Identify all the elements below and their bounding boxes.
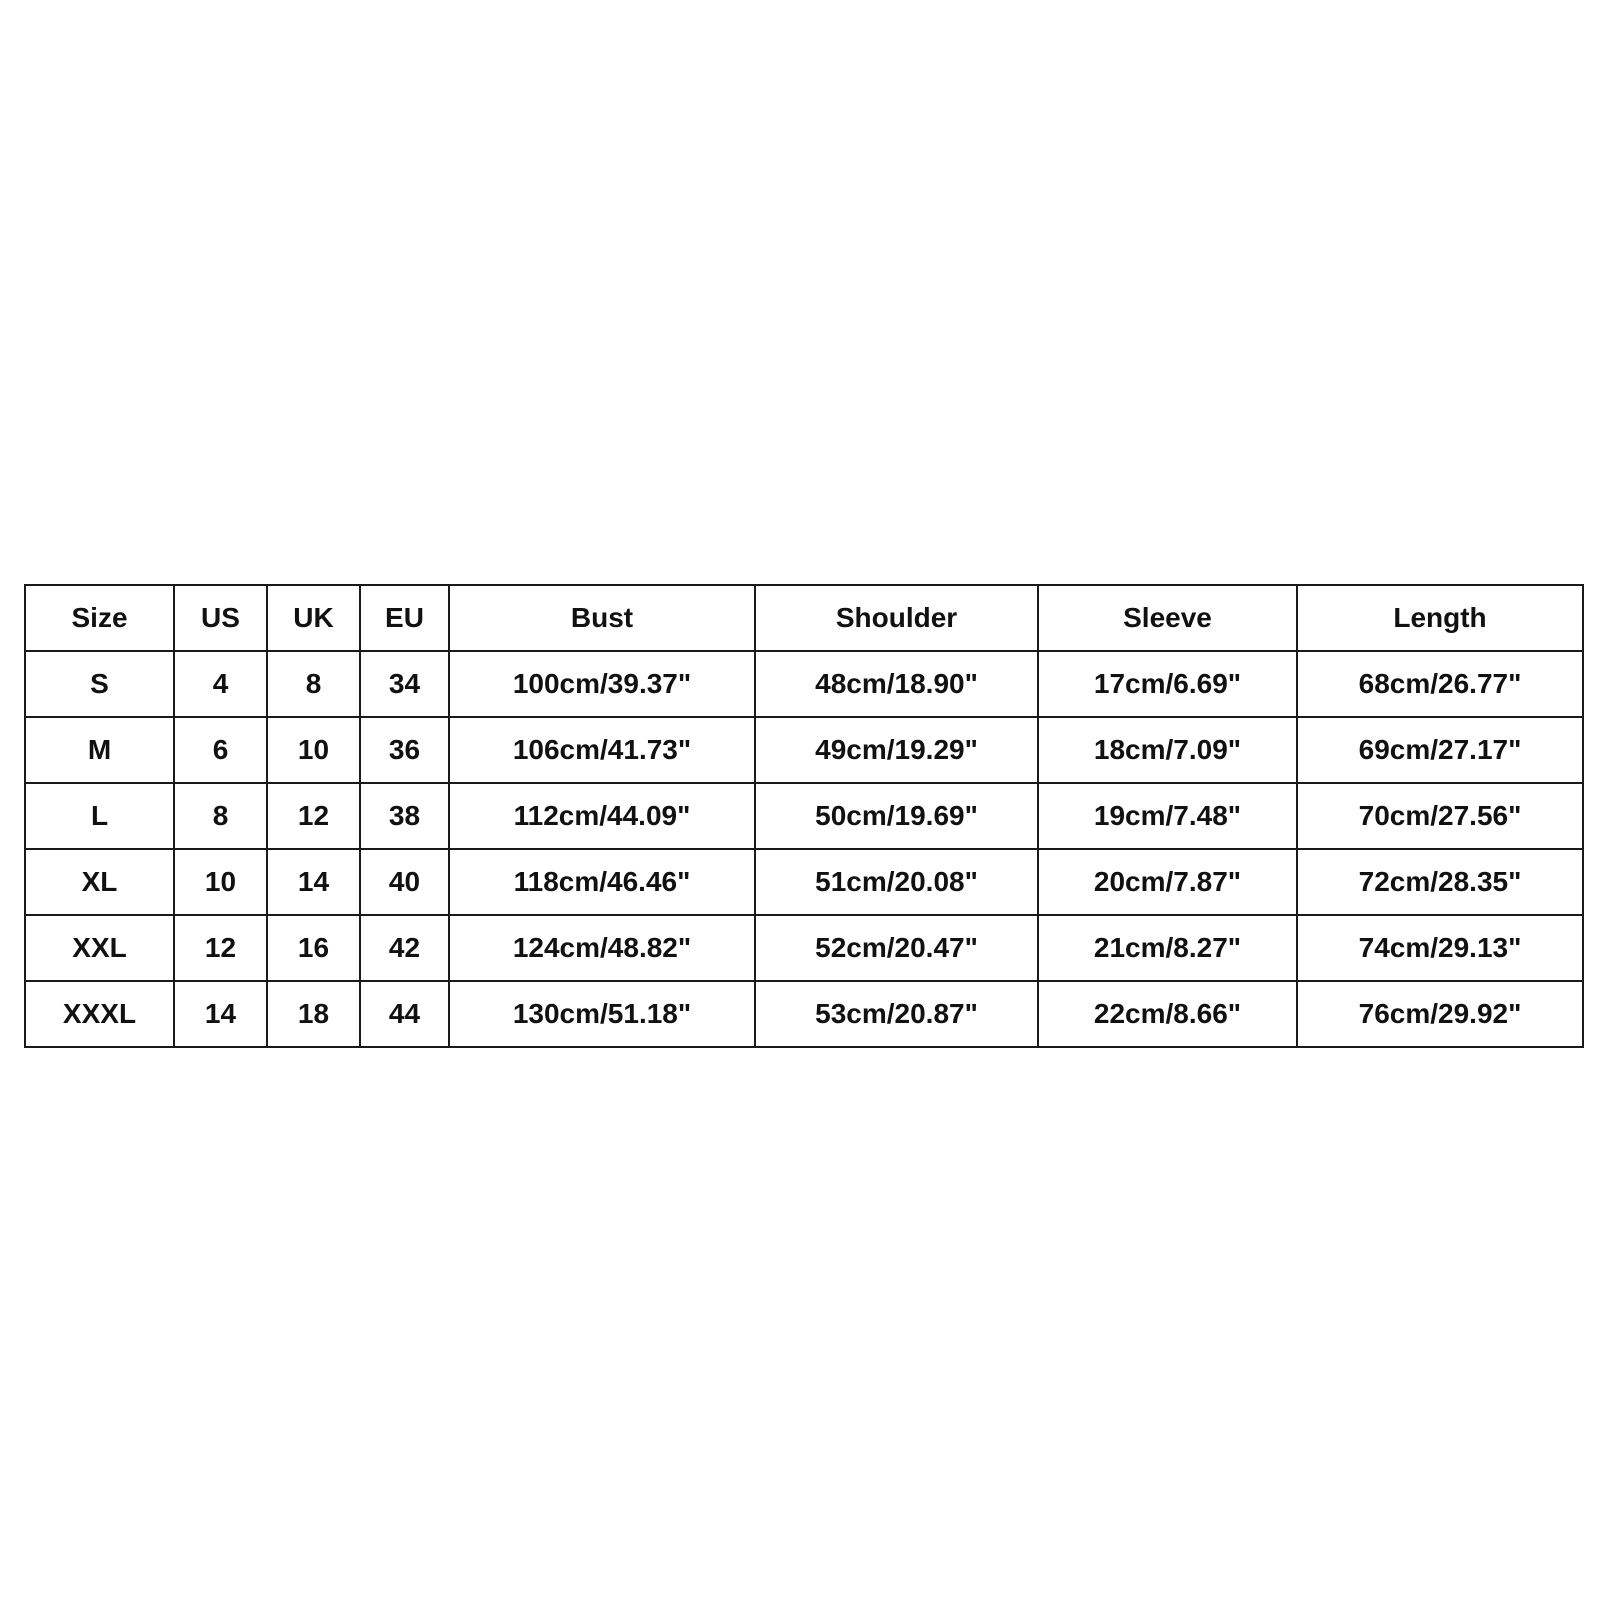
cell-bust: 112cm/44.09" — [449, 783, 755, 849]
cell-size: M — [25, 717, 174, 783]
cell-uk: 14 — [267, 849, 360, 915]
cell-size: XXL — [25, 915, 174, 981]
cell-length: 68cm/26.77" — [1297, 651, 1583, 717]
cell-uk: 16 — [267, 915, 360, 981]
cell-us: 6 — [174, 717, 267, 783]
cell-eu: 38 — [360, 783, 449, 849]
cell-sleeve: 18cm/7.09" — [1038, 717, 1297, 783]
cell-us: 4 — [174, 651, 267, 717]
cell-uk: 8 — [267, 651, 360, 717]
cell-sleeve: 21cm/8.27" — [1038, 915, 1297, 981]
header-row — [25, 585, 1583, 651]
cell-size: S — [25, 651, 174, 717]
cell-length: 70cm/27.56" — [1297, 783, 1583, 849]
table-row — [25, 717, 1583, 783]
cell-length: 74cm/29.13" — [1297, 915, 1583, 981]
cell-bust: 124cm/48.82" — [449, 915, 755, 981]
cell-us: 14 — [174, 981, 267, 1047]
cell-size: XXXL — [25, 981, 174, 1047]
cell-eu: 42 — [360, 915, 449, 981]
cell-bust: 106cm/41.73" — [449, 717, 755, 783]
cell-sleeve: 20cm/7.87" — [1038, 849, 1297, 915]
cell-sleeve: 19cm/7.48" — [1038, 783, 1297, 849]
header-uk: UK — [267, 585, 360, 651]
table-row — [25, 849, 1583, 915]
cell-length: 76cm/29.92" — [1297, 981, 1583, 1047]
cell-shoulder: 50cm/19.69" — [755, 783, 1038, 849]
table-row — [25, 651, 1583, 717]
cell-shoulder: 53cm/20.87" — [755, 981, 1038, 1047]
cell-us: 10 — [174, 849, 267, 915]
header-length: Length — [1297, 585, 1583, 651]
cell-uk: 12 — [267, 783, 360, 849]
cell-shoulder: 49cm/19.29" — [755, 717, 1038, 783]
header-shoulder: Shoulder — [755, 585, 1038, 651]
cell-uk: 18 — [267, 981, 360, 1047]
table-row — [25, 915, 1583, 981]
cell-eu: 40 — [360, 849, 449, 915]
cell-size: XL — [25, 849, 174, 915]
cell-us: 12 — [174, 915, 267, 981]
cell-eu: 34 — [360, 651, 449, 717]
cell-length: 69cm/27.17" — [1297, 717, 1583, 783]
cell-us: 8 — [174, 783, 267, 849]
cell-length: 72cm/28.35" — [1297, 849, 1583, 915]
table-row — [25, 783, 1583, 849]
cell-eu: 44 — [360, 981, 449, 1047]
cell-shoulder: 52cm/20.47" — [755, 915, 1038, 981]
header-size: Size — [25, 585, 174, 651]
cell-uk: 10 — [267, 717, 360, 783]
cell-eu: 36 — [360, 717, 449, 783]
header-sleeve: Sleeve — [1038, 585, 1297, 651]
cell-sleeve: 22cm/8.66" — [1038, 981, 1297, 1047]
cell-bust: 118cm/46.46" — [449, 849, 755, 915]
header-eu: EU — [360, 585, 449, 651]
cell-sleeve: 17cm/6.69" — [1038, 651, 1297, 717]
cell-shoulder: 51cm/20.08" — [755, 849, 1038, 915]
size-chart-table — [24, 584, 1584, 1048]
cell-bust: 100cm/39.37" — [449, 651, 755, 717]
cell-bust: 130cm/51.18" — [449, 981, 755, 1047]
table-row — [25, 981, 1583, 1047]
header-bust: Bust — [449, 585, 755, 651]
cell-shoulder: 48cm/18.90" — [755, 651, 1038, 717]
header-us: US — [174, 585, 267, 651]
cell-size: L — [25, 783, 174, 849]
